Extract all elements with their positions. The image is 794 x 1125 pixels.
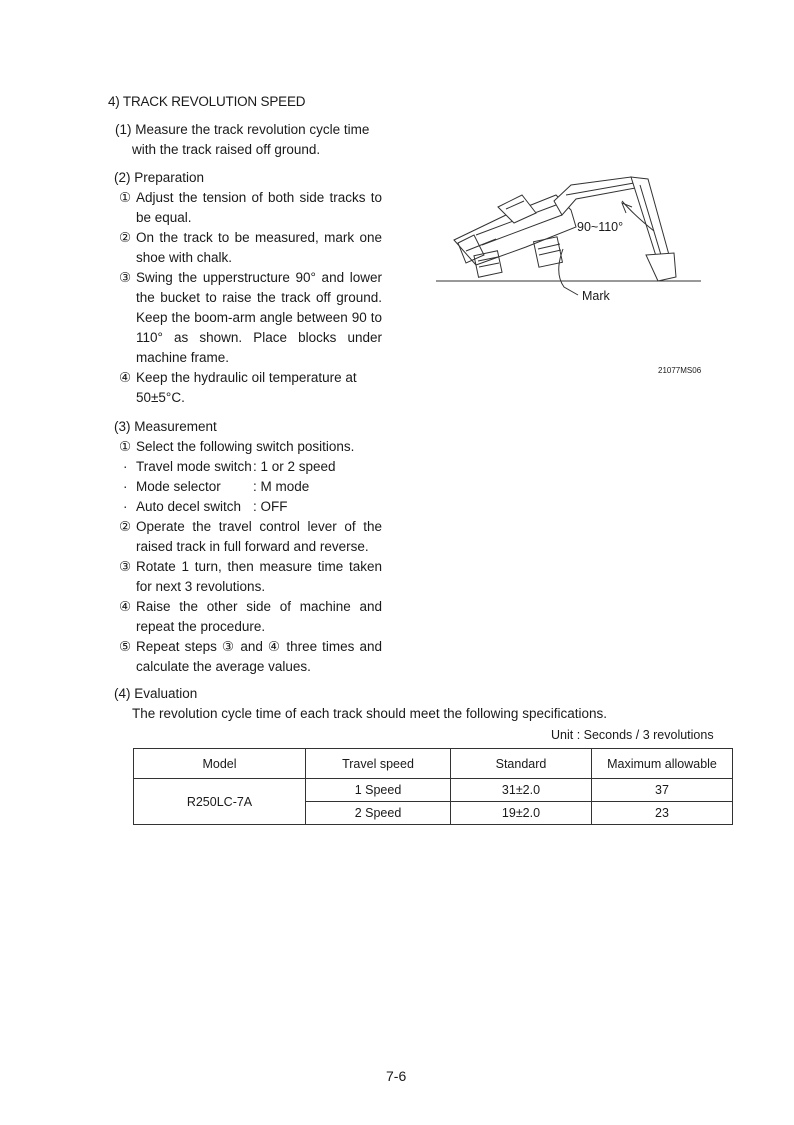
switch-name: Auto decel switch	[136, 499, 242, 514]
prep-text	[136, 188, 382, 228]
measure-number: (1)	[115, 122, 132, 137]
measure-step	[119, 517, 382, 557]
step-line: Operate the travel control lever of the	[136, 519, 382, 534]
step-line: Rotate 1 turn, then measure time taken	[136, 559, 382, 574]
preparation-list	[119, 188, 382, 408]
figure-caption: 21077MS06	[658, 366, 702, 375]
measure-line-1: Measure the track revolution cycle time	[135, 122, 370, 137]
step-line: calculate the average values.	[136, 659, 311, 674]
step-marker: ④	[119, 599, 132, 614]
cell-speed: 1 Speed	[306, 779, 451, 802]
switch-name: Mode selector	[136, 479, 221, 494]
header-model: Model	[134, 749, 306, 779]
track-block-right	[534, 237, 563, 267]
page-number: 7-6	[386, 1068, 407, 1084]
mark-leader	[559, 249, 578, 295]
cell-max: 23	[592, 802, 733, 825]
cell-max: 37	[592, 779, 733, 802]
header-maximum: Maximum allowable	[592, 749, 733, 779]
header-travel-speed: Travel speed	[306, 749, 451, 779]
measure-intro	[115, 120, 369, 140]
switch-value: : 1 or 2 speed	[253, 459, 336, 474]
step-line: Raise the other side of machine and	[136, 599, 382, 614]
step-text	[136, 557, 382, 597]
prep-line: Keep the boom-arm angle between 90 to	[136, 310, 382, 325]
prep-text	[136, 268, 382, 368]
step-marker: ⑤	[119, 639, 132, 654]
angle-arrow	[622, 203, 632, 213]
prep-line: machine frame.	[136, 350, 230, 365]
spec-table-wrap	[133, 748, 733, 825]
switch-value: : M mode	[253, 479, 310, 494]
prep-item	[119, 268, 382, 368]
bucket	[646, 253, 676, 281]
track-line	[538, 244, 560, 249]
switch-row	[119, 457, 382, 477]
step-line: raised track in full forward and reverse.	[136, 539, 369, 554]
prep-line: Keep the hydraulic oil temperature at	[136, 370, 357, 385]
header-standard: Standard	[451, 749, 592, 779]
step-marker: ②	[119, 519, 132, 534]
track-line	[479, 263, 499, 267]
prep-marker: ③	[119, 270, 132, 285]
prep-text	[136, 228, 382, 268]
measure-step	[119, 637, 382, 677]
unit-note: Unit : Seconds / 3 revolutions	[551, 728, 714, 742]
prep-line: On the track to be measured, mark one	[136, 230, 382, 245]
prep-line: shoe with chalk.	[136, 250, 233, 265]
cell-standard: 19±2.0	[451, 802, 592, 825]
measurement-list	[119, 437, 382, 677]
measure-step	[119, 597, 382, 637]
cell-model: R250LC-7A	[134, 779, 306, 825]
measure-step	[119, 557, 382, 597]
table-row	[134, 779, 733, 802]
prep-item	[119, 228, 382, 268]
step-text	[136, 517, 382, 557]
prep-marker: ②	[119, 230, 132, 245]
prep-line: 110° as shown. Place blocks under	[136, 330, 382, 345]
prep-item	[119, 188, 382, 228]
measurement-heading: (3) Measurement	[114, 419, 217, 434]
preparation-heading: (2) Preparation	[114, 170, 205, 185]
evaluation-text: The revolution cycle time of each track should meet the following specifications.	[132, 706, 607, 721]
excavator-figure	[436, 165, 711, 315]
excavator-illustration	[436, 165, 711, 315]
evaluation-heading: (4) Evaluation	[114, 686, 198, 701]
switch-bullet: ·	[123, 479, 128, 494]
mark-label: Mark	[582, 289, 610, 303]
step-line: repeat the procedure.	[136, 619, 266, 634]
step-text: Select the following switch positions.	[136, 439, 355, 454]
step-text	[136, 597, 382, 637]
step-line: Repeat steps ③ and ④ three times and	[136, 639, 382, 654]
cell-standard: 31±2.0	[451, 779, 592, 802]
spec-table	[133, 748, 733, 825]
cell-speed: 2 Speed	[306, 802, 451, 825]
prep-text	[136, 368, 382, 408]
step-marker: ③	[119, 559, 132, 574]
step-line: for next 3 revolutions.	[136, 579, 266, 594]
prep-marker: ①	[119, 190, 132, 205]
measure-line-2: with the track raised off ground.	[132, 142, 321, 157]
switch-bullet: ·	[123, 499, 128, 514]
angle-label: 90~110°	[577, 220, 624, 234]
prep-item	[119, 368, 382, 408]
switch-bullet: ·	[123, 459, 128, 474]
prep-line: Swing the upperstructure 90° and lower	[136, 270, 382, 285]
prep-line: the bucket to raise the track off ground.	[136, 290, 382, 305]
step-marker: ①	[119, 439, 132, 454]
measure-step	[119, 437, 382, 457]
table-header-row	[134, 749, 733, 779]
prep-line: Adjust the tension of both side tracks to	[136, 190, 382, 205]
prep-line: be equal.	[136, 210, 192, 225]
switch-name: Travel mode switch	[136, 459, 252, 474]
boom	[554, 177, 641, 215]
switch-row	[119, 497, 382, 517]
prep-marker: ④	[119, 370, 132, 385]
step-text	[136, 637, 382, 677]
switch-value: : OFF	[253, 499, 288, 514]
switch-row	[119, 477, 382, 497]
prep-line: 50±5°C.	[136, 390, 185, 405]
track-line	[539, 250, 561, 255]
section-title: 4) TRACK REVOLUTION SPEED	[108, 94, 306, 109]
